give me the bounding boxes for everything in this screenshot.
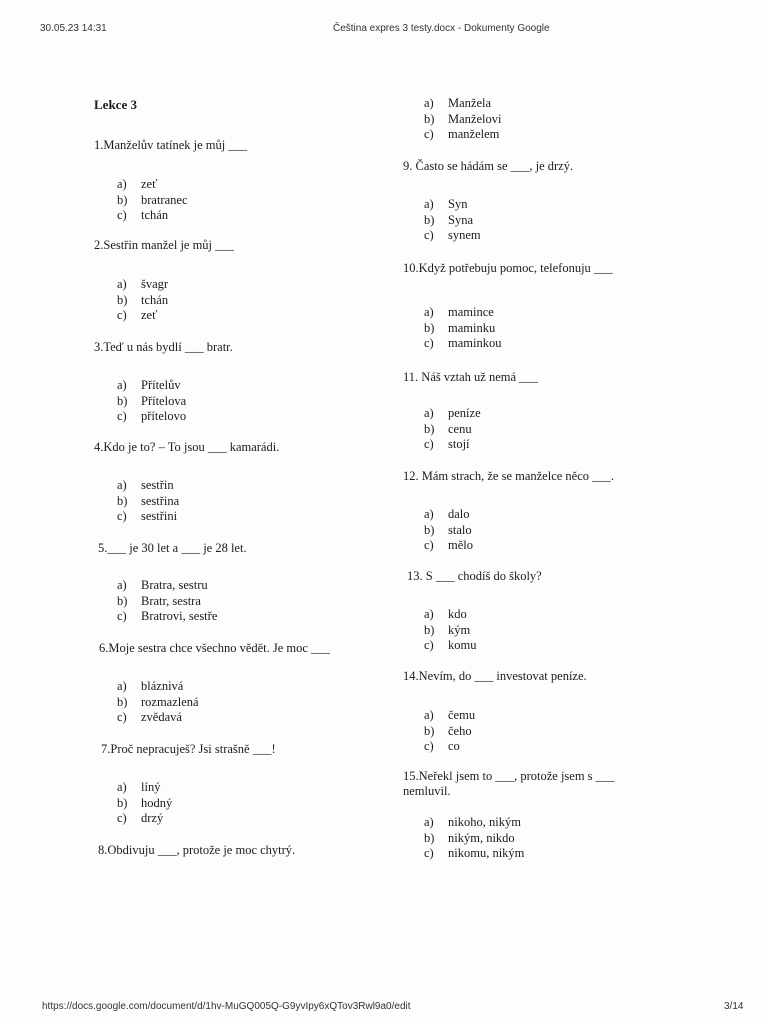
option-a: a) sestřin — [117, 478, 174, 492]
option-b: b) rozmazlená — [117, 694, 199, 709]
question-11-options — [424, 406, 481, 453]
option-c: c) tchán — [117, 208, 169, 222]
question-7-options — [117, 780, 172, 827]
document-title: Čeština expres 3 testy.docx - Dokumenty Google — [333, 23, 550, 34]
question-4: 4.Kdo je to? – To jsou ___ kamarádi. — [94, 440, 280, 454]
option-a: a) líný — [117, 780, 161, 794]
option-b: b) bratranec — [117, 192, 188, 207]
question-6-options — [117, 679, 199, 726]
option-a: a) švagr — [117, 277, 169, 291]
option-c: c) zvědavá — [117, 710, 182, 724]
question-3-options — [117, 378, 186, 425]
print-timestamp: 30.05.23 14:31 — [40, 23, 107, 34]
option-c: c) drzý — [117, 811, 164, 825]
option-a: a) nikoho, nikým — [424, 815, 521, 829]
option-b: b) stalo — [424, 522, 472, 537]
option-c: c) sestřini — [117, 509, 178, 523]
question-5-options — [117, 578, 217, 625]
option-c: c) maminkou — [424, 336, 502, 350]
question-9-options — [424, 197, 481, 244]
option-a: a) dalo — [424, 507, 470, 521]
option-a: a) zeť — [117, 177, 158, 191]
question-8: 8.Obdivuju ___, protože je moc chytrý. — [98, 843, 296, 857]
question-1-options — [117, 177, 188, 224]
option-c: c) synem — [424, 228, 481, 242]
option-b: b) cenu — [424, 421, 472, 436]
question-15-options — [424, 815, 524, 862]
question-14: 14.Nevím, do ___ investovat peníze. — [403, 669, 587, 683]
option-c: c) zeť — [117, 308, 158, 322]
question-7: 7.Proč nepracuješ? Jsi strašně ___! — [101, 742, 276, 756]
option-a: a) Přítelův — [117, 378, 181, 392]
option-a: a) Syn — [424, 197, 468, 211]
option-a: a) čemu — [424, 708, 476, 722]
question-11: 11. Náš vztah už nemá ___ — [403, 370, 538, 384]
question-2: 2.Sestřin manžel je můj ___ — [94, 238, 234, 252]
option-b: b) Přítelova — [117, 393, 187, 408]
option-a: a) bláznivá — [117, 679, 184, 693]
option-c: c) přítelovo — [117, 409, 187, 423]
option-c: c) mělo — [424, 538, 473, 552]
option-c: c) komu — [424, 638, 477, 652]
option-c: c) stojí — [424, 437, 470, 451]
question-10: 10.Když potřebuju pomoc, telefonuju ___ — [403, 261, 613, 275]
option-b: b) Syna — [424, 212, 473, 227]
option-b: b) maminku — [424, 320, 496, 335]
question-8-options — [424, 96, 501, 143]
question-12: 12. Mám strach, že se manželce něco ___. — [403, 469, 615, 483]
option-c: c) co — [424, 739, 460, 753]
question-9: 9. Často se hádám se ___, je drzý. — [403, 159, 574, 173]
option-a: a) Bratra, sestru — [117, 578, 208, 592]
question-14-options — [424, 708, 475, 755]
option-a: a) peníze — [424, 406, 481, 420]
option-b: b) tchán — [117, 292, 169, 307]
question-13-options — [424, 607, 476, 654]
question-15: 15.Neřekl jsem to ___, protože jsem s ___ nemluvil. — [403, 769, 615, 798]
option-b: b) sestřina — [117, 493, 180, 508]
lesson-title: Lekce 3 — [94, 97, 137, 112]
question-10-options — [424, 305, 501, 352]
question-13: 13. S ___ chodíš do školy? — [407, 569, 542, 583]
page-number: 3/14 — [724, 1001, 744, 1012]
option-b: b) Bratr, sestra — [117, 593, 201, 608]
option-a: a) mamince — [424, 305, 494, 319]
document-url: https://docs.google.com/document/d/1hv-MuGQ005Q-G9yvIpy6xQTov3Rwl9a0/edit — [42, 1001, 411, 1012]
option-a: a) Manžela — [424, 96, 492, 110]
option-b: b) čeho — [424, 723, 472, 738]
option-c: c) manželem — [424, 127, 500, 141]
question-12-options — [424, 507, 473, 554]
question-1: 1.Manželův tatínek je můj ___ — [94, 138, 248, 152]
question-4-options — [117, 478, 179, 525]
option-c: c) Bratrovi, sestře — [117, 609, 218, 623]
option-b: b) nikým, nikdo — [424, 830, 515, 845]
option-b: b) hodný — [117, 795, 173, 810]
option-c: c) nikomu, nikým — [424, 846, 525, 860]
question-3: 3.Teď u nás bydlí ___ bratr. — [94, 340, 233, 354]
question-2-options — [117, 277, 168, 324]
option-a: a) kdo — [424, 607, 467, 621]
option-b: b) kým — [424, 622, 471, 637]
option-b: b) Manželovi — [424, 111, 502, 126]
question-5: 5.___ je 30 let a ___ je 28 let. — [98, 541, 247, 555]
question-6: 6.Moje sestra chce všechno vědět. Je moc ___ — [99, 641, 330, 655]
